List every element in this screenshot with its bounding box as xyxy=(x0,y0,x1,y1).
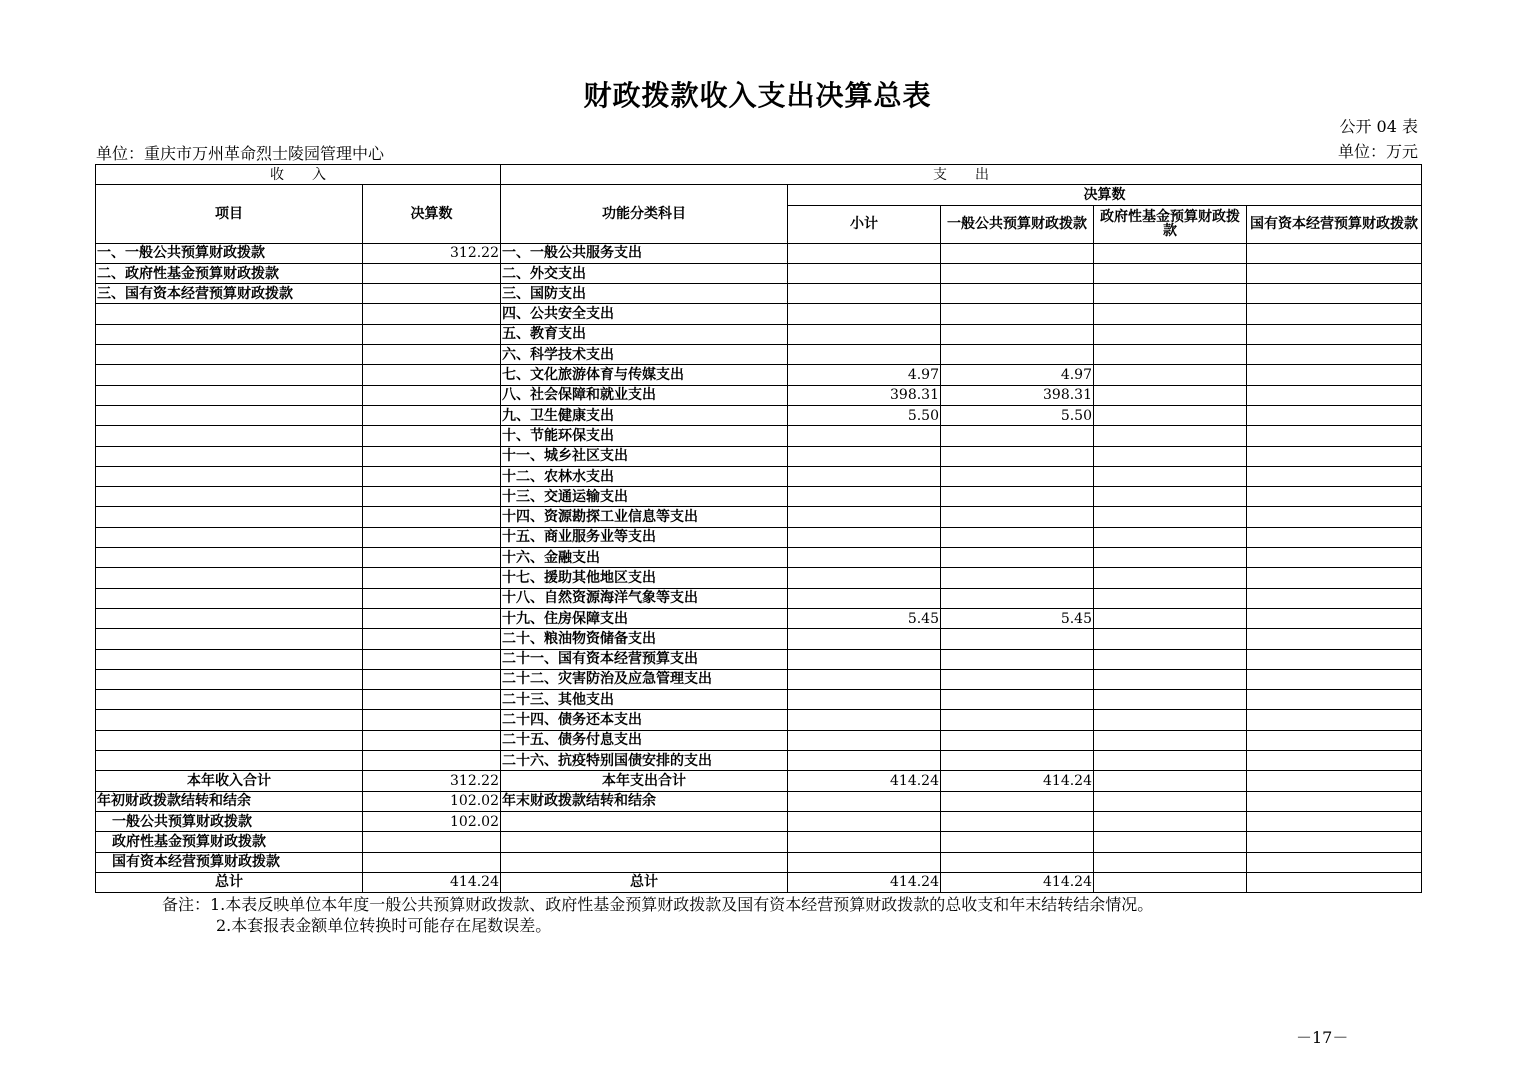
table-row xyxy=(96,751,1422,771)
table-cell xyxy=(363,385,501,405)
end-carryover-label: 年末财政拨款结转和结余 xyxy=(501,791,788,811)
table-cell xyxy=(1247,669,1422,689)
form-number: 公开 04 表 xyxy=(1339,117,1418,136)
table-cell xyxy=(1094,385,1247,405)
table-cell xyxy=(788,649,941,669)
table-cell xyxy=(941,527,1094,547)
item-header: 项目 xyxy=(96,185,363,243)
table-cell xyxy=(941,730,1094,750)
begin-carryover-label: 年初财政拨款结转和结余 xyxy=(96,791,363,811)
table-cell xyxy=(363,365,501,385)
table-cell xyxy=(788,669,941,689)
table-cell xyxy=(1247,385,1422,405)
table-cell: 5.50 xyxy=(788,405,941,425)
table-cell xyxy=(788,751,941,771)
table-cell xyxy=(1247,710,1422,730)
table-cell xyxy=(941,487,1094,507)
table-cell xyxy=(96,365,363,385)
table-cell xyxy=(363,669,501,689)
table-cell: 398.31 xyxy=(788,385,941,405)
table-cell xyxy=(1247,487,1422,507)
table-cell xyxy=(788,527,941,547)
table-cell: 398.31 xyxy=(941,385,1094,405)
grand-total-left-value: 414.24 xyxy=(363,872,501,892)
table-cell xyxy=(96,588,363,608)
general-budget-header: 一般公共预算财政拨款 xyxy=(941,205,1094,243)
table-cell xyxy=(941,669,1094,689)
table-row xyxy=(96,507,1422,527)
table-row xyxy=(96,710,1422,730)
table-cell xyxy=(941,548,1094,568)
table-cell xyxy=(363,568,501,588)
table-cell xyxy=(363,466,501,486)
table-cell xyxy=(363,405,501,425)
table-cell xyxy=(1094,446,1247,466)
table-cell xyxy=(96,466,363,486)
grand-total-left-label: 总计 xyxy=(96,872,363,892)
table-cell xyxy=(1247,507,1422,527)
table-row xyxy=(96,284,1422,304)
table-cell xyxy=(363,263,501,283)
function-category-header: 功能分类科目 xyxy=(501,185,788,243)
table-cell xyxy=(1247,405,1422,425)
table-cell xyxy=(1094,405,1247,425)
table-cell xyxy=(96,568,363,588)
table-cell: 二十六、抗疫特别国债安排的支出 xyxy=(501,751,788,771)
table-cell xyxy=(1094,690,1247,710)
note-line-1: 备注：1.本表反映单位本年度一般公共预算财政拨款、政府性基金预算财政拨款及国有资本经营预算财政拨款的总收支和年末结转结余情况。 xyxy=(162,895,1154,914)
table-cell xyxy=(96,669,363,689)
table-cell xyxy=(941,426,1094,446)
table-cell: 十三、交通运输支出 xyxy=(501,487,788,507)
table-cell xyxy=(96,487,363,507)
table-row xyxy=(96,365,1422,385)
final-amount-header: 决算数 xyxy=(363,185,501,243)
table-cell xyxy=(941,588,1094,608)
table-cell xyxy=(1094,568,1247,588)
table-cell: 二十、粮油物资储备支出 xyxy=(501,629,788,649)
table-row xyxy=(96,446,1422,466)
table-cell xyxy=(1247,608,1422,628)
table-row xyxy=(96,487,1422,507)
table-row xyxy=(96,629,1422,649)
table-row xyxy=(96,649,1422,669)
begin-gov-label: 政府性基金预算财政拨款 xyxy=(96,832,363,852)
table-cell xyxy=(1247,466,1422,486)
table-cell xyxy=(1094,324,1247,344)
table-cell xyxy=(96,385,363,405)
table-cell xyxy=(941,629,1094,649)
table-cell: 5.45 xyxy=(941,608,1094,628)
table-cell xyxy=(363,629,501,649)
table-cell: 十七、援助其他地区支出 xyxy=(501,568,788,588)
table-row xyxy=(96,690,1422,710)
table-cell xyxy=(941,345,1094,365)
table-cell: 一、一般公共预算财政拨款 xyxy=(96,243,363,263)
table-cell xyxy=(1247,588,1422,608)
table-cell: 一、一般公共服务支出 xyxy=(501,243,788,263)
table-cell xyxy=(363,588,501,608)
table-cell xyxy=(96,345,363,365)
table-cell: 三、国有资本经营预算财政拨款 xyxy=(96,284,363,304)
soe-budget-header: 国有资本经营预算财政拨款 xyxy=(1247,205,1422,243)
table-cell: 七、文化旅游体育与传媒支出 xyxy=(501,365,788,385)
carryover-gov-row xyxy=(96,832,1422,852)
table-cell: 二十三、其他支出 xyxy=(501,690,788,710)
table-cell: 十六、金融支出 xyxy=(501,548,788,568)
table-row xyxy=(96,385,1422,405)
begin-general-label: 一般公共预算财政拨款 xyxy=(96,811,363,831)
table-cell xyxy=(1247,527,1422,547)
begin-soe-label: 国有资本经营预算财政拨款 xyxy=(96,852,363,872)
table-cell xyxy=(96,751,363,771)
table-cell xyxy=(788,487,941,507)
carryover-soe-row xyxy=(96,852,1422,872)
table-cell xyxy=(788,263,941,283)
table-cell xyxy=(363,751,501,771)
header-row-2 xyxy=(96,185,1422,205)
table-cell xyxy=(96,405,363,425)
gov-fund-header: 政府性基金预算财政拨款 xyxy=(1094,205,1247,243)
table-cell xyxy=(941,446,1094,466)
table-cell: 九、卫生健康支出 xyxy=(501,405,788,425)
table-row xyxy=(96,304,1422,324)
table-cell: 四、公共安全支出 xyxy=(501,304,788,324)
table-cell xyxy=(788,588,941,608)
expense-total-label: 本年支出合计 xyxy=(501,771,788,791)
subtotal-header: 小计 xyxy=(788,205,941,243)
table-cell xyxy=(941,243,1094,263)
table-cell xyxy=(1247,548,1422,568)
table-cell xyxy=(1094,548,1247,568)
table-cell: 十九、住房保障支出 xyxy=(501,608,788,628)
table-cell xyxy=(1094,345,1247,365)
table-cell xyxy=(941,649,1094,669)
table-cell xyxy=(941,324,1094,344)
income-total-label: 本年收入合计 xyxy=(96,771,363,791)
table-cell xyxy=(788,629,941,649)
table-cell xyxy=(363,345,501,365)
table-cell xyxy=(941,263,1094,283)
table-cell xyxy=(788,730,941,750)
begin-carryover-value: 102.02 xyxy=(363,791,501,811)
table-cell xyxy=(1094,730,1247,750)
table-cell xyxy=(1094,263,1247,283)
table-cell xyxy=(1094,588,1247,608)
table-cell xyxy=(941,710,1094,730)
table-row xyxy=(96,588,1422,608)
table-cell xyxy=(788,466,941,486)
expense-total-value: 414.24 xyxy=(788,771,941,791)
expense-header: 支 出 xyxy=(501,165,1422,185)
notes xyxy=(162,894,1153,936)
table-cell xyxy=(1247,243,1422,263)
table-cell xyxy=(1094,507,1247,527)
table-cell xyxy=(1247,284,1422,304)
table-cell xyxy=(788,243,941,263)
table-cell xyxy=(788,568,941,588)
table-cell: 二、外交支出 xyxy=(501,263,788,283)
table-cell xyxy=(1247,324,1422,344)
table-cell: 十一、城乡社区支出 xyxy=(501,446,788,466)
table-cell: 4.97 xyxy=(941,365,1094,385)
table-row xyxy=(96,730,1422,750)
table-cell: 六、科学技术支出 xyxy=(501,345,788,365)
table-row xyxy=(96,669,1422,689)
table-cell: 二十一、国有资本经营预算支出 xyxy=(501,649,788,669)
table-cell xyxy=(363,527,501,547)
currency-unit: 单位：万元 xyxy=(1337,142,1418,161)
table-row xyxy=(96,405,1422,425)
table-cell xyxy=(1094,466,1247,486)
table-cell xyxy=(1094,243,1247,263)
carryover-general-row xyxy=(96,811,1422,831)
income-total-value: 312.22 xyxy=(363,771,501,791)
table-cell xyxy=(363,446,501,466)
table-cell xyxy=(788,548,941,568)
table-cell: 八、社会保障和就业支出 xyxy=(501,385,788,405)
table-cell xyxy=(96,527,363,547)
table-cell xyxy=(1247,629,1422,649)
table-cell: 二、政府性基金预算财政拨款 xyxy=(96,263,363,283)
table-cell xyxy=(788,426,941,446)
table-cell xyxy=(363,608,501,628)
table-cell: 二十五、债务付息支出 xyxy=(501,730,788,750)
table-cell xyxy=(1094,365,1247,385)
table-cell xyxy=(1247,568,1422,588)
table-cell xyxy=(788,690,941,710)
table-cell xyxy=(788,304,941,324)
table-cell xyxy=(1247,426,1422,446)
table-cell xyxy=(96,324,363,344)
budget-table xyxy=(95,164,1422,893)
table-row xyxy=(96,243,1422,263)
table-cell: 十四、资源勘探工业信息等支出 xyxy=(501,507,788,527)
table-cell xyxy=(1094,608,1247,628)
table-cell xyxy=(96,608,363,628)
carryover-row xyxy=(96,791,1422,811)
table-cell xyxy=(96,730,363,750)
final-amount-group-header: 决算数 xyxy=(788,185,1422,205)
table-cell: 5.45 xyxy=(788,608,941,628)
table-cell xyxy=(96,649,363,669)
table-cell xyxy=(788,324,941,344)
table-row xyxy=(96,548,1422,568)
table-cell xyxy=(96,548,363,568)
table-cell xyxy=(941,466,1094,486)
table-cell xyxy=(941,507,1094,527)
table-cell xyxy=(96,304,363,324)
table-cell xyxy=(1247,365,1422,385)
table-cell xyxy=(1247,751,1422,771)
table-cell: 十八、自然资源海洋气象等支出 xyxy=(501,588,788,608)
table-cell xyxy=(1094,751,1247,771)
table-cell: 五、教育支出 xyxy=(501,324,788,344)
table-cell: 二十二、灾害防治及应急管理支出 xyxy=(501,669,788,689)
table-cell: 十二、农林水支出 xyxy=(501,466,788,486)
table-cell xyxy=(96,710,363,730)
table-row xyxy=(96,263,1422,283)
table-cell xyxy=(1247,730,1422,750)
table-row xyxy=(96,426,1422,446)
table-cell: 三、国防支出 xyxy=(501,284,788,304)
grand-total-right-label: 总计 xyxy=(501,872,788,892)
table-cell xyxy=(96,426,363,446)
table-cell: 312.22 xyxy=(363,243,501,263)
table-row xyxy=(96,324,1422,344)
table-cell xyxy=(96,446,363,466)
table-cell xyxy=(1094,284,1247,304)
table-cell xyxy=(1247,304,1422,324)
table-cell xyxy=(1094,649,1247,669)
table-cell xyxy=(363,710,501,730)
table-row xyxy=(96,568,1422,588)
table-cell xyxy=(788,507,941,527)
table-cell xyxy=(941,690,1094,710)
expense-total-general: 414.24 xyxy=(941,771,1094,791)
income-header: 收 入 xyxy=(96,165,501,185)
table-cell xyxy=(363,548,501,568)
begin-general-value: 102.02 xyxy=(363,811,501,831)
annual-total-row xyxy=(96,771,1422,791)
table-row xyxy=(96,345,1422,365)
table-row xyxy=(96,466,1422,486)
table-cell: 十、节能环保支出 xyxy=(501,426,788,446)
table-cell xyxy=(1247,446,1422,466)
table-cell xyxy=(941,284,1094,304)
note-line-2: 2.本套报表金额单位转换时可能存在尾数误差。 xyxy=(216,916,552,935)
table-cell xyxy=(96,507,363,527)
table-cell xyxy=(941,568,1094,588)
table-cell xyxy=(788,284,941,304)
table-cell xyxy=(1247,690,1422,710)
table-cell: 十五、商业服务业等支出 xyxy=(501,527,788,547)
table-cell xyxy=(363,649,501,669)
table-cell xyxy=(1094,629,1247,649)
grand-total-right-general: 414.24 xyxy=(941,872,1094,892)
table-cell xyxy=(1094,669,1247,689)
table-cell: 5.50 xyxy=(941,405,1094,425)
table-cell xyxy=(363,730,501,750)
table-cell xyxy=(96,629,363,649)
table-row xyxy=(96,608,1422,628)
table-cell: 4.97 xyxy=(788,365,941,385)
table-cell xyxy=(96,690,363,710)
reporting-unit: 单位：重庆市万州革命烈士陵园管理中心 xyxy=(96,144,385,163)
table-cell xyxy=(941,751,1094,771)
table-cell xyxy=(1094,304,1247,324)
table-cell xyxy=(363,690,501,710)
table-cell xyxy=(1094,527,1247,547)
table-cell xyxy=(788,345,941,365)
table-cell xyxy=(1094,426,1247,446)
table-cell xyxy=(788,710,941,730)
table-cell xyxy=(363,284,501,304)
table-cell xyxy=(1094,487,1247,507)
table-cell xyxy=(363,426,501,446)
table-cell xyxy=(363,487,501,507)
table-cell xyxy=(1094,710,1247,730)
table-cell xyxy=(941,304,1094,324)
table-cell: 二十四、债务还本支出 xyxy=(501,710,788,730)
table-cell xyxy=(788,446,941,466)
table-cell xyxy=(363,304,501,324)
table-cell xyxy=(363,507,501,527)
page-number: －17－ xyxy=(1296,1028,1349,1047)
header-row-1 xyxy=(96,165,1422,185)
table-row xyxy=(96,527,1422,547)
grand-total-row xyxy=(96,872,1422,892)
table-cell xyxy=(1247,345,1422,365)
page-title: 财政拨款收入支出决算总表 xyxy=(583,79,932,112)
table-cell xyxy=(1247,649,1422,669)
grand-total-right-value: 414.24 xyxy=(788,872,941,892)
table-cell xyxy=(363,324,501,344)
table-cell xyxy=(1247,263,1422,283)
